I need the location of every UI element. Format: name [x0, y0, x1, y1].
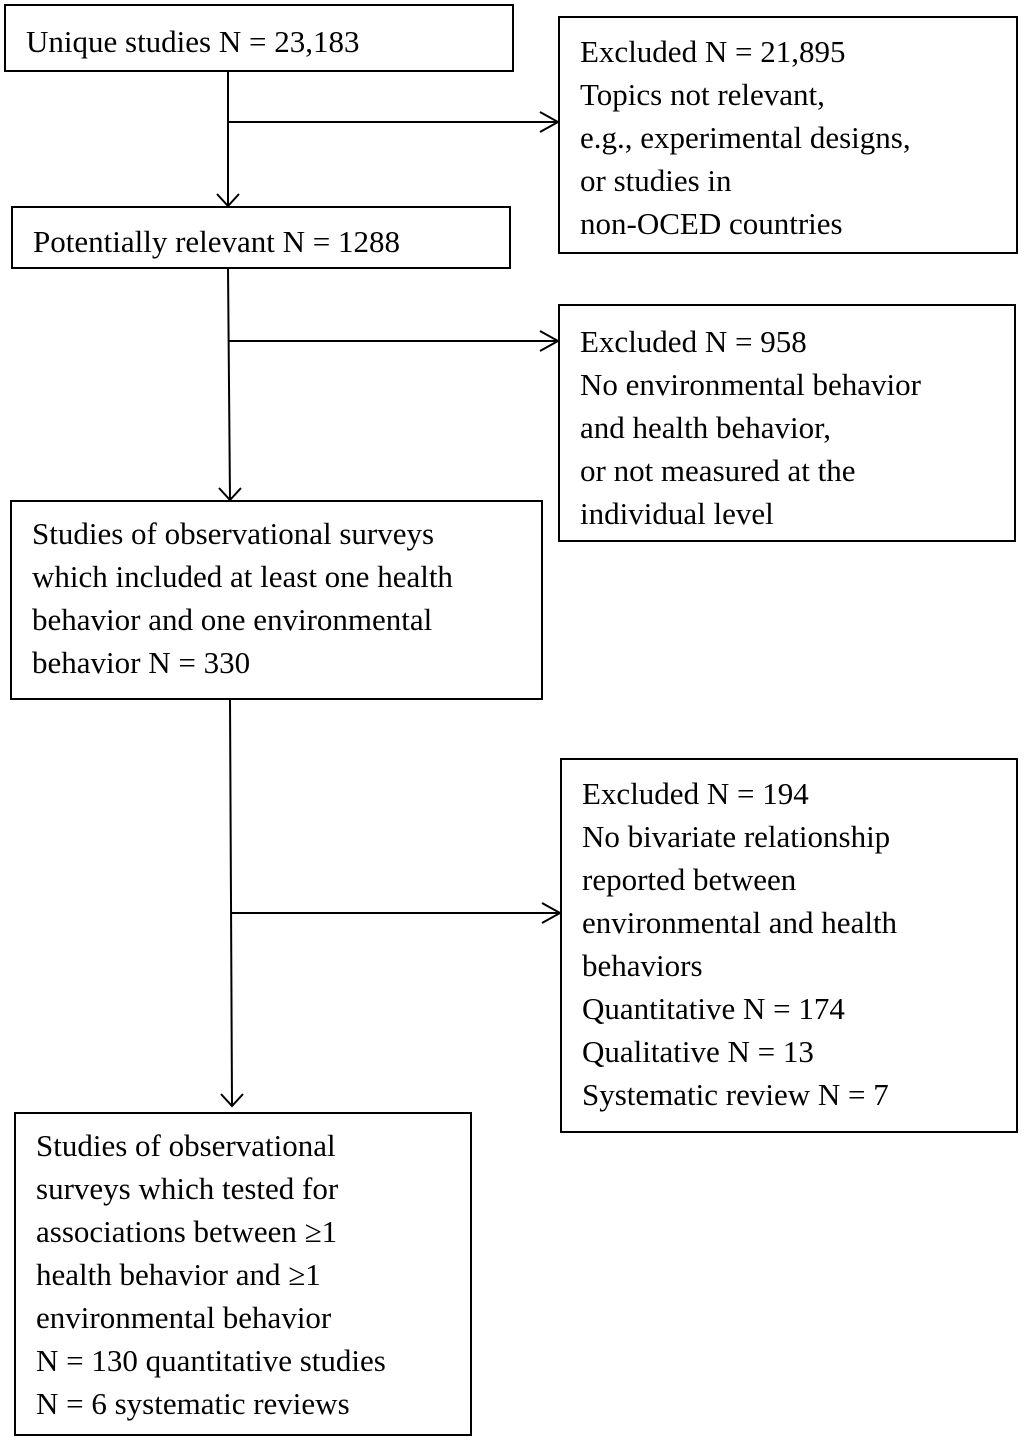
excluded-box-2 [558, 304, 1016, 542]
excluded-2-line: and health behavior, [580, 410, 831, 445]
excluded-3-line: Qualitative N = 13 [582, 1034, 814, 1069]
excluded-1-line: Topics not relevant, [580, 77, 825, 112]
unique-studies-box [4, 4, 514, 72]
excluded-3-line: Systematic review N = 7 [582, 1077, 889, 1112]
excluded-2-line: No environmental behavior [580, 367, 921, 402]
final-line: surveys which tested for [36, 1171, 339, 1206]
connector-observational-to-final [230, 699, 232, 1106]
final-line: N = 130 quantitative studies [36, 1343, 386, 1378]
observational-line: Studies of observational surveys [32, 516, 435, 551]
observational-line: behavior N = 330 [32, 645, 251, 680]
excluded-2-line: individual level [580, 496, 774, 531]
excluded-3-line: behaviors [582, 948, 703, 983]
excluded-2-line: or not measured at the [580, 453, 856, 488]
observational-surveys-box [10, 500, 543, 700]
excluded-box-1 [558, 16, 1018, 254]
observational-line: behavior and one environmental [32, 602, 433, 637]
final-line: environmental behavior [36, 1300, 332, 1335]
final-line: Studies of observational [36, 1128, 336, 1163]
excluded-3-line: Excluded N = 194 [582, 776, 809, 811]
excluded-1-line: or studies in [580, 163, 732, 198]
excluded-1-line: e.g., experimental designs, [580, 120, 911, 155]
excluded-2-line: Excluded N = 958 [580, 324, 807, 359]
excluded-3-line: Quantitative N = 174 [582, 991, 845, 1026]
final-line: associations between ≥1 [36, 1214, 338, 1249]
excluded-3-line: environmental and health [582, 905, 898, 940]
unique-studies-line: Unique studies N = 23,183 [26, 24, 360, 59]
excluded-1-line: Excluded N = 21,895 [580, 34, 846, 69]
excluded-1-line: non-OCED countries [580, 206, 843, 241]
final-line: N = 6 systematic reviews [36, 1386, 350, 1421]
final-included-box [14, 1112, 472, 1436]
excluded-3-line: reported between [582, 862, 797, 897]
excluded-box-3 [560, 758, 1018, 1133]
connector-relevant-to-observational [228, 268, 230, 500]
excluded-3-line: No bivariate relationship [582, 819, 891, 854]
potentially-relevant-line: Potentially relevant N = 1288 [33, 224, 401, 259]
potentially-relevant-box [11, 206, 511, 269]
observational-line: which included at least one health [32, 559, 453, 594]
final-line: health behavior and ≥1 [36, 1257, 321, 1292]
